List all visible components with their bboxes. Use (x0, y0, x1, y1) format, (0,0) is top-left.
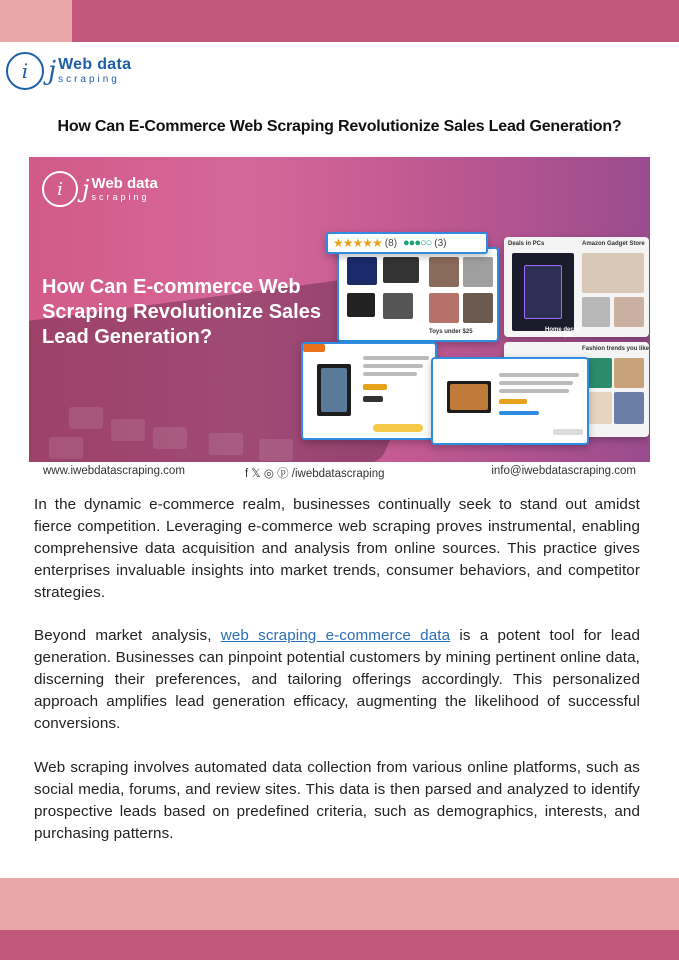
rating-count-2: (3) (434, 237, 447, 249)
top-accent-bar-dark (72, 0, 679, 42)
web-scraping-ecommerce-link[interactable]: web scraping e-commerce data (220, 627, 451, 644)
bubble-rating-icon: ●●●○○ (403, 237, 432, 249)
banner-logo-sub: scraping (91, 192, 150, 202)
site-logo[interactable] (6, 49, 131, 93)
social-handle[interactable]: f 𝕏 ◎ ⓟ /iwebdatascraping (245, 468, 385, 480)
bottom-accent-bar-light (0, 878, 679, 930)
product-listing-card (337, 247, 499, 342)
contact-email[interactable]: info@iwebdatascraping.com (491, 465, 636, 477)
home-decor-label: Home decor under $50 (545, 327, 580, 339)
paragraph-intro: In the dynamic e-commerce realm, businesses continually seek to stand out amidst fierce competition. Leveraging e-commerce web scraping proves instrumental, enabling comprehensive data acquisition and analysis from online sources. This practice gives enterprises invaluable insights into market trends, consumer behaviors, and competitor strategies. (34, 496, 640, 601)
logo-sub-text: scraping (58, 74, 120, 85)
gadget-label: Amazon Gadget Store (582, 241, 645, 247)
fashion-label: Fashion trends you like (582, 346, 650, 352)
gadget-grid-card (504, 237, 649, 337)
logo-circle-icon: i (6, 52, 44, 90)
bottom-accent-bar-dark (0, 930, 679, 960)
banner-logo-circle-icon: i (42, 171, 78, 207)
logo-brand-text: Web data (58, 56, 132, 73)
banner-footer (29, 462, 650, 484)
banner-logo-brand: Web data (91, 175, 158, 192)
toys-label: Toys under $25 (429, 329, 473, 335)
website-url[interactable]: www.iwebdatascraping.com (43, 465, 185, 477)
headset-image (347, 257, 377, 285)
paragraph-how-it-works: Web scraping involves automated data collection from various online platforms, such as social media, forums, and review sites. This data is then parsed and analyzed to identify prospective leads based on predefined criteria, such as demographics, interests, and purchasing patterns. (34, 759, 640, 842)
logo-j-glyph: j (48, 56, 57, 86)
tablet-product-card (301, 342, 437, 440)
banner-logo: i j Web data scraping (42, 171, 158, 207)
social-icons: f 𝕏 ◎ ⓟ (245, 468, 289, 480)
hero-banner-image (29, 157, 650, 462)
page-title: How Can E-Commerce Web Scraping Revolutionize Sales Lead Generation? (57, 118, 622, 135)
rating-card (326, 232, 488, 254)
paragraph-lead-generation: Beyond market analysis, web scraping e-commerce data is a potent tool for lead generation. Businesses can pinpoint potential customers by mining pertinent online data, discerning their preferences, and tailoring offerings accordingly. This personalized approach amplifies lead generation efficacy, augmenting the likelihood of successful conversions. (34, 627, 640, 732)
rating-count: (8) (384, 237, 398, 249)
top-accent-bar-light (0, 0, 72, 42)
deals-label: Deals in PCs (508, 241, 545, 247)
star-rating-icon: ★★★★★ (333, 236, 382, 250)
banner-headline: How Can E-commerce Web Scraping Revolutionize Sales Lead Generation? (42, 276, 321, 348)
